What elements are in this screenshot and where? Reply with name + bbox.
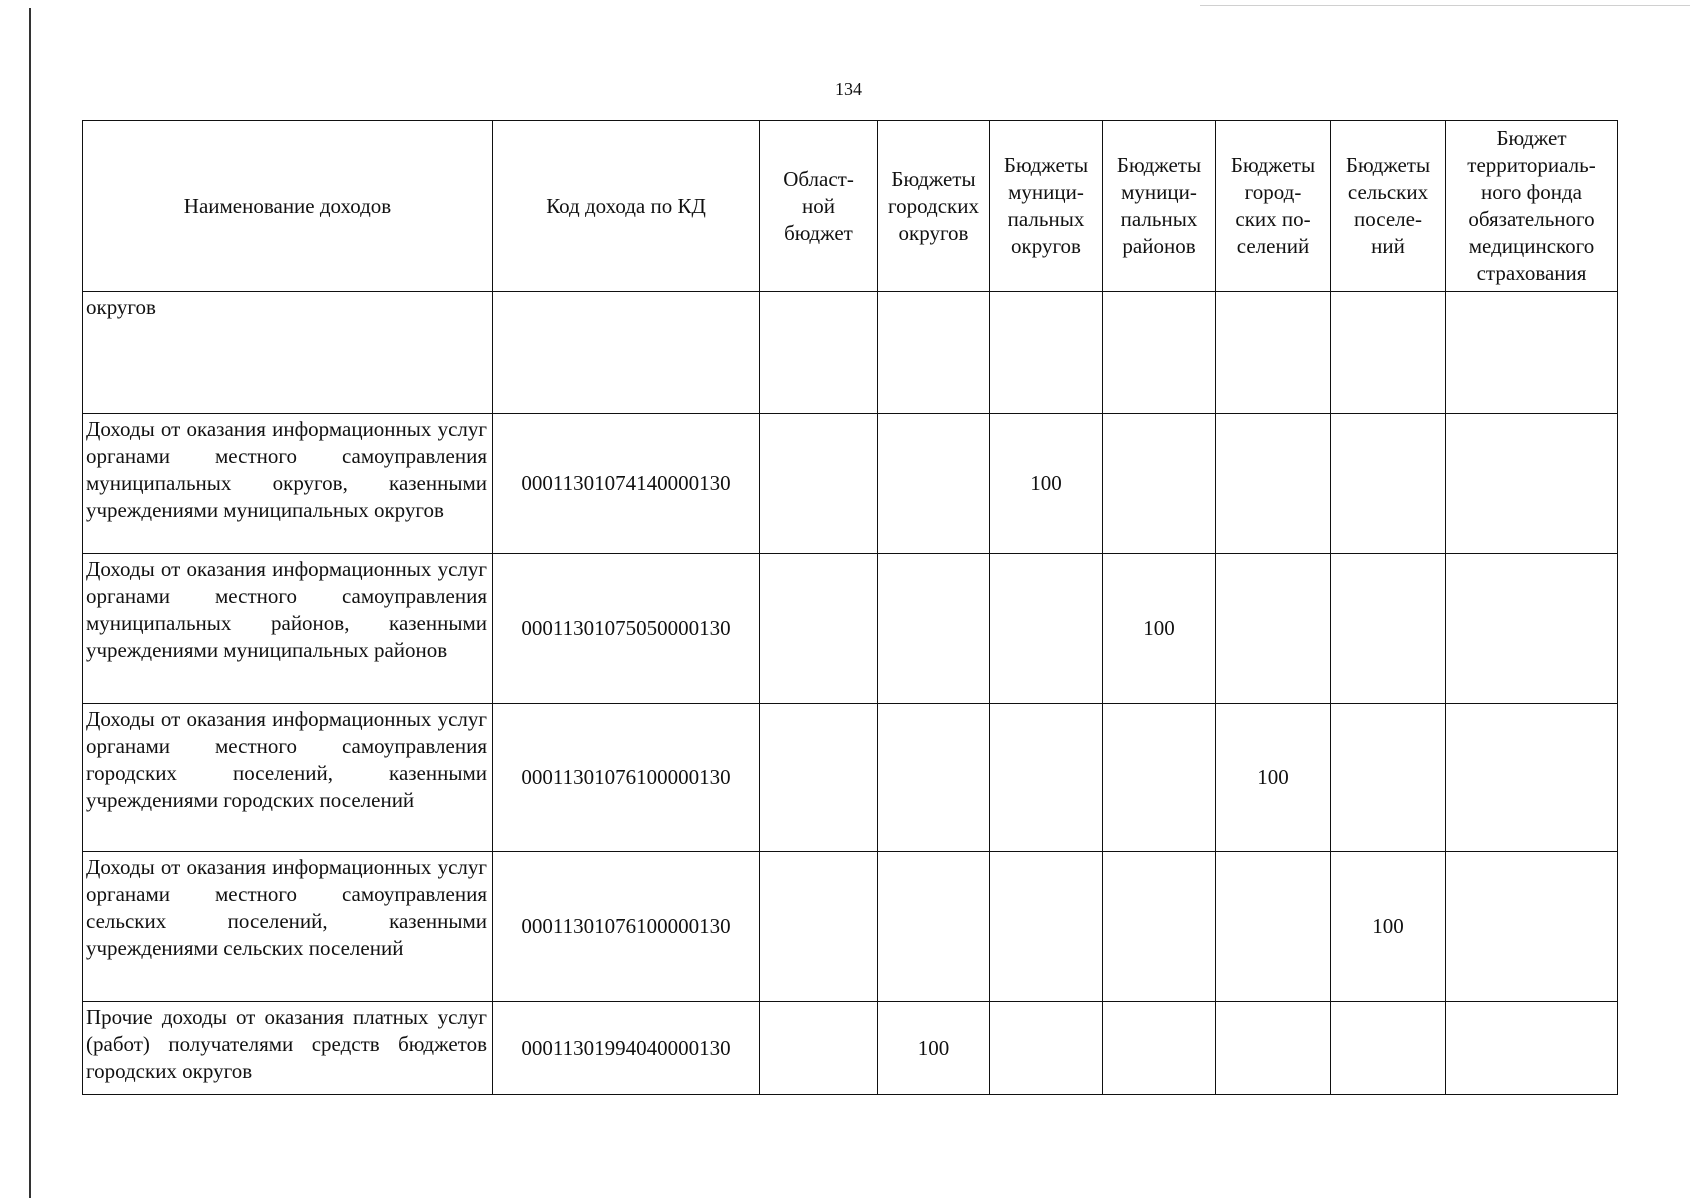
header-line: селений [1236, 234, 1310, 258]
table-row [83, 292, 1618, 414]
value-cell [760, 704, 878, 852]
header-line: округов [1011, 234, 1081, 258]
header-rural-settlement-budgets [1331, 121, 1446, 292]
value-cell [1446, 414, 1618, 554]
header-line: страхования [1476, 261, 1587, 285]
value-cell [760, 414, 878, 554]
header-city-district-budgets [878, 121, 990, 292]
header-line: ний [1371, 234, 1405, 258]
income-name-cell: Доходы от оказания информационных услуг органами местного самоуправления муниципальных округов, казенными учреждениями муниципальных округов [83, 414, 493, 554]
value-cell [1331, 1002, 1446, 1095]
table-row [83, 704, 1618, 852]
income-code-cell: 00011301076100000130 [493, 704, 760, 852]
value-cell: 100 [990, 414, 1103, 554]
header-line: Бюджеты [891, 166, 976, 191]
header-line: муници- [1121, 180, 1197, 204]
value-cell [878, 554, 990, 704]
header-line: Бюджеты [1116, 153, 1202, 177]
income-name-cell: округов [83, 292, 493, 414]
table-row [83, 554, 1618, 704]
header-line: обязательного [1468, 207, 1595, 231]
table-row [83, 852, 1618, 1002]
value-cell: 100 [1331, 852, 1446, 1002]
header-line: ских по- [1235, 207, 1311, 231]
value-cell [878, 414, 990, 554]
value-cell [1103, 704, 1216, 852]
value-cell [1216, 414, 1331, 554]
value-cell [1216, 554, 1331, 704]
header-line: Наименование доходов [183, 193, 392, 218]
value-cell [1446, 852, 1618, 1002]
income-name-cell: Доходы от оказания информационных услуг органами местного самоуправления городских поселений, казенными учреждениями городских поселений [83, 704, 493, 852]
header-line: муници- [1008, 180, 1084, 204]
header-income-name [83, 121, 493, 292]
header-municipal-area-budgets [1103, 121, 1216, 292]
value-cell [1331, 414, 1446, 554]
value-cell [1103, 852, 1216, 1002]
value-cell [990, 852, 1103, 1002]
value-cell [760, 852, 878, 1002]
income-code-cell: 00011301076100000130 [493, 852, 760, 1002]
header-line: бюджет [784, 220, 853, 245]
value-cell [1446, 554, 1618, 704]
value-cell [1103, 292, 1216, 414]
header-line: ного фонда [1481, 180, 1582, 204]
header-line: Бюджет [1496, 126, 1567, 150]
value-cell [1103, 414, 1216, 554]
income-name-cell: Доходы от оказания информационных услуг органами местного самоуправления муниципальных районов, казенными учреждениями муниципальных районов [83, 554, 493, 704]
page-margin-line [29, 8, 31, 1198]
header-line: ной [802, 193, 835, 218]
value-cell [990, 704, 1103, 852]
value-cell [760, 554, 878, 704]
header-line: территориаль- [1467, 153, 1596, 177]
header-line: городских [888, 193, 979, 218]
value-cell [990, 1002, 1103, 1095]
income-code-cell: 00011301994040000130 [493, 1002, 760, 1095]
income-distribution-table [82, 120, 1618, 1095]
value-cell [1216, 852, 1331, 1002]
value-cell [760, 1002, 878, 1095]
header-line: Бюджеты [1345, 153, 1431, 177]
header-line: сельских [1347, 180, 1429, 204]
header-income-code [493, 121, 760, 292]
header-line: округов [898, 220, 969, 245]
header-medical-insurance-fund-budget [1446, 121, 1618, 292]
value-cell [760, 292, 878, 414]
header-line: Бюджеты [1003, 153, 1089, 177]
value-cell [1446, 704, 1618, 852]
header-regional-budget [760, 121, 878, 292]
value-cell [878, 292, 990, 414]
value-cell [1446, 292, 1618, 414]
header-line: город- [1244, 180, 1302, 204]
value-cell [1446, 1002, 1618, 1095]
value-cell [990, 554, 1103, 704]
income-name-cell: Доходы от оказания информационных услуг органами местного самоуправления сельских поселений, казенными учреждениями сельских поселений [83, 852, 493, 1002]
value-cell [990, 292, 1103, 414]
header-line: медицинского [1468, 234, 1595, 258]
value-cell: 100 [1216, 704, 1331, 852]
page-number: 134 [835, 79, 862, 99]
value-cell [878, 704, 990, 852]
value-cell [1331, 704, 1446, 852]
table-row [83, 1002, 1618, 1095]
value-cell [1216, 1002, 1331, 1095]
income-name-cell: Прочие доходы от оказания платных услуг (работ) получателями средств бюджетов городских округов [83, 1002, 493, 1095]
value-cell: 100 [878, 1002, 990, 1095]
income-code-cell [493, 292, 760, 414]
value-cell [1216, 292, 1331, 414]
header-line: Област- [783, 166, 854, 191]
table-row [83, 414, 1618, 554]
table-header-row [83, 121, 1618, 292]
header-line: Бюджеты [1230, 153, 1316, 177]
header-line: районов [1122, 234, 1196, 258]
header-line: пальных [1007, 207, 1085, 231]
income-code-cell: 00011301075050000130 [493, 554, 760, 704]
header-line: пальных [1120, 207, 1198, 231]
value-cell [1103, 1002, 1216, 1095]
value-cell [878, 852, 990, 1002]
scan-artifact-line [1200, 5, 1690, 6]
value-cell: 100 [1103, 554, 1216, 704]
income-code-cell: 00011301074140000130 [493, 414, 760, 554]
header-municipal-district-budgets [990, 121, 1103, 292]
value-cell [1331, 554, 1446, 704]
header-line: поселе- [1354, 207, 1422, 231]
header-urban-settlement-budgets [1216, 121, 1331, 292]
header-line: Код дохода по КД [546, 193, 706, 218]
value-cell [1331, 292, 1446, 414]
